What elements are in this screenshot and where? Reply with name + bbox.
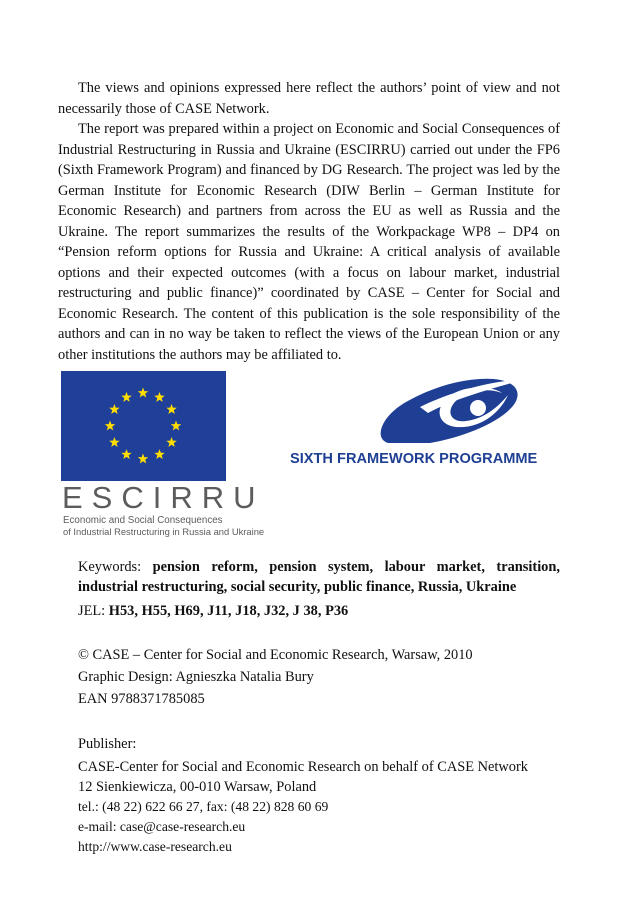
keywords-label: Keywords:	[78, 559, 142, 575]
graphic-design-line: Graphic Design: Agnieszka Natalia Bury	[78, 669, 314, 685]
publisher-email[interactable]: e-mail: case@case-research.eu	[78, 819, 246, 834]
publisher-website[interactable]: http://www.case-research.eu	[78, 839, 232, 854]
fp6-logo-text: SIXTH FRAMEWORK PROGRAMME	[290, 451, 538, 467]
escirru-logo	[61, 480, 301, 542]
escirru-name: ESCIRRU	[62, 480, 265, 515]
eu-flag-logo	[61, 371, 226, 481]
copyright-line: © CASE – Center for Social and Economic Research, Warsaw, 2010	[78, 647, 473, 663]
publisher-address: 12 Sienkiewicza, 00-010 Warsaw, Poland	[78, 779, 317, 795]
report-text: The report was prepared within a project on Economic and Social Consequences of Industrial Restructuring in Russia and Ukraine (ESCIRRU) carried out under the FP6 (Sixth Framework Program) and financed by DG Research. The project was led by the German Institute for Economic Research (DIW Berlin – German Institute for Economic Research) and partners from across the EU as well as Russia and the Ukraine. The report summarizes the results of the Workpackage WP8 – DP4 on “Pension reform options for Russia and Ukraine: A critical analysis of available options and their expected outcomes (with a focus on labour market, industrial restructuring and public finance)” coordinated by CASE – Center for Social and Economic Research. The content of this publication is the sole responsibility of the authors and can in no way be taken to reflect the views of the European Union or any other institutions the authors may be affiliated to.	[58, 121, 560, 363]
ean-line: EAN 9788371785085	[78, 691, 205, 707]
keywords-value: pension reform, pension system, labour market, transition, industrial restructuring, social security, public finance, Russia, Ukraine	[78, 559, 560, 595]
escirru-tagline-1: Economic and Social Consequences	[63, 515, 223, 526]
publisher-label: Publisher:	[78, 736, 137, 752]
publisher-name: CASE-Center for Social and Economic Research on behalf of CASE Network	[78, 759, 528, 775]
fp6-logo	[288, 367, 542, 467]
publisher-phone: tel.: (48 22) 622 66 27, fax: (48 22) 828 60 69	[78, 799, 329, 814]
disclaimer-text: The views and opinions expressed here reflect the authors’ point of view and not necessarily those of CASE Network.	[58, 80, 560, 117]
escirru-tagline-2: of Industrial Restructuring in Russia and Ukraine	[63, 526, 265, 537]
jel-label: JEL:	[78, 603, 106, 619]
eu-flag-background	[61, 371, 226, 481]
report-paragraph	[58, 119, 560, 365]
fp6-six-hole	[470, 400, 486, 416]
disclaimer-paragraph	[58, 78, 560, 119]
keywords	[58, 557, 560, 597]
jel-value: H53, H55, H69, J11, J18, J32, J 38, P36	[108, 603, 349, 619]
jel-codes	[58, 601, 560, 621]
